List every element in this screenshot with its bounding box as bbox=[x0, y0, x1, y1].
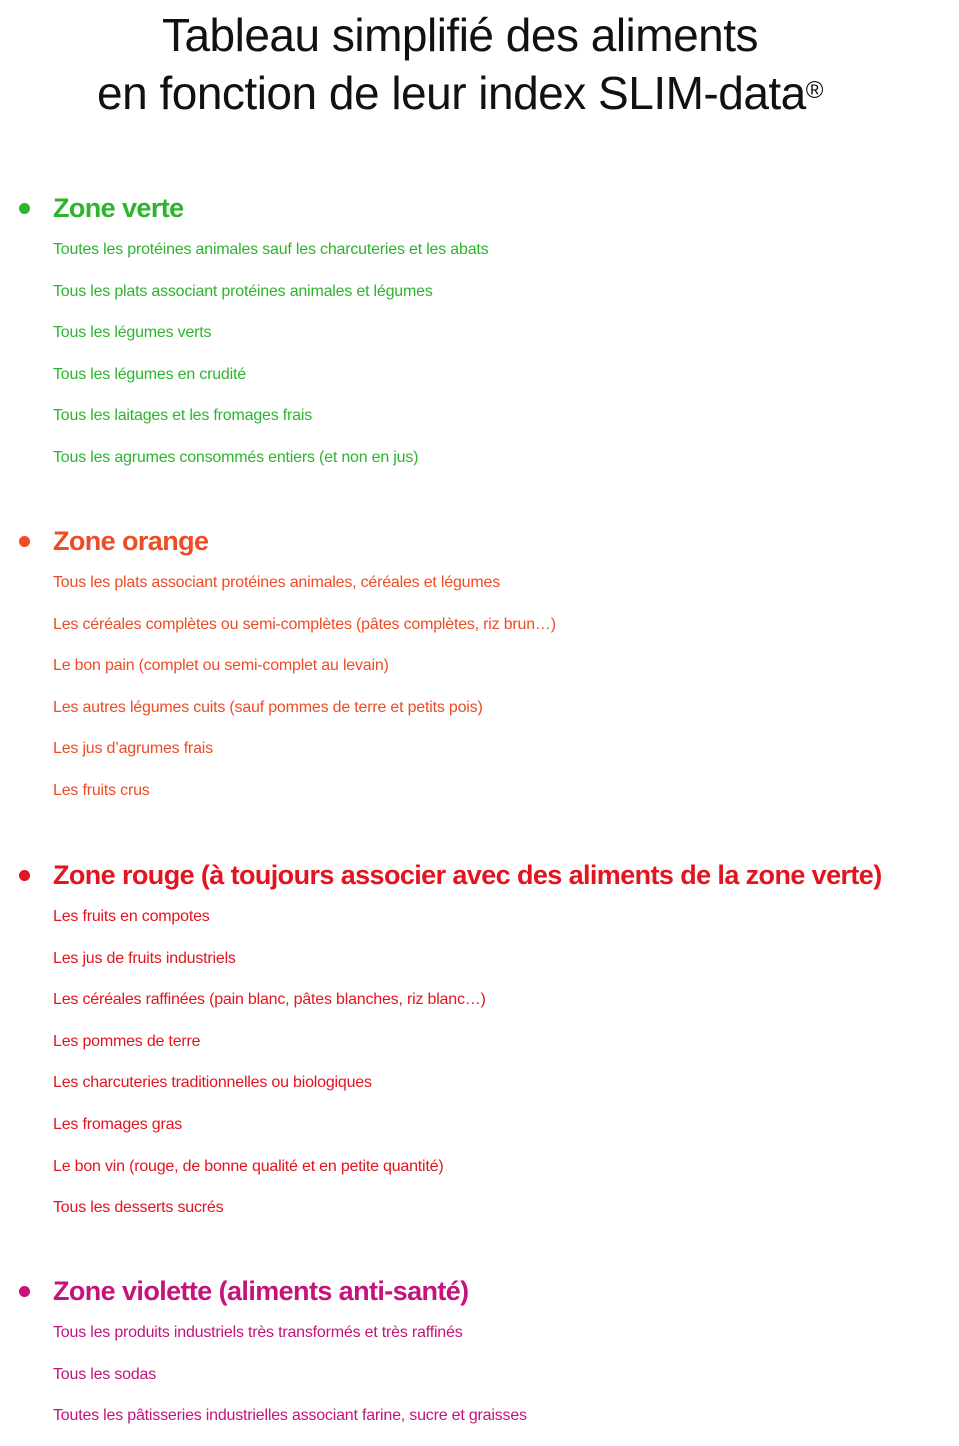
registered-mark: ® bbox=[805, 77, 823, 104]
list-item: Les fruits en compotes bbox=[53, 908, 210, 925]
red-bullet-icon bbox=[19, 870, 30, 881]
list-item: Tous les plats associant protéines animales et légumes bbox=[53, 282, 433, 300]
zone-violet-list bbox=[0, 1312, 959, 1437]
zone-violet-title: Zone violette (aliments anti-santé) bbox=[53, 1276, 469, 1306]
list-item: Les céréales raffinées (pain blanc, pâtes blanches, riz blanc…) bbox=[53, 991, 486, 1009]
list-item: Tous les légumes verts bbox=[53, 324, 212, 342]
list-item: Les charcuteries traditionnelles ou biologiques bbox=[53, 1074, 372, 1092]
zone-orange-heading bbox=[0, 520, 959, 562]
zone-red-heading bbox=[0, 854, 959, 896]
zone-orange bbox=[0, 520, 959, 812]
list-item: Les autres légumes cuits (sauf pommes de terre et petits pois) bbox=[53, 698, 483, 716]
list-item: Tous les plats associant protéines animales, céréales et légumes bbox=[53, 574, 500, 591]
list-item: Tous les desserts sucrés bbox=[53, 1199, 224, 1217]
zone-green bbox=[0, 187, 959, 479]
zone-green-title: Zone verte bbox=[53, 193, 184, 223]
zone-violet-heading bbox=[0, 1270, 959, 1312]
list-item: Les fruits crus bbox=[53, 781, 150, 799]
violet-bullet-icon bbox=[19, 1286, 30, 1297]
title-line-2 bbox=[0, 64, 920, 122]
title-line-2-text: en fonction de leur index SLIM-data bbox=[97, 67, 806, 119]
list-item: Tous les légumes en crudité bbox=[53, 365, 246, 383]
zone-orange-list bbox=[0, 562, 959, 812]
zone-red-title: Zone rouge (à toujours associer avec des aliments de la zone verte) bbox=[53, 860, 882, 890]
page-title bbox=[0, 6, 920, 122]
green-bullet-icon bbox=[19, 203, 30, 214]
list-item: Les jus d’agrumes frais bbox=[53, 740, 213, 758]
list-item: Toutes les pâtisseries industrielles associant farine, sucre et graisses bbox=[53, 1407, 527, 1425]
title-line-1: Tableau simplifié des aliments bbox=[161, 9, 759, 61]
list-item: Les pommes de terre bbox=[53, 1032, 201, 1050]
zone-green-heading bbox=[0, 187, 959, 229]
zone-green-list bbox=[0, 229, 959, 479]
list-item: Tous les sodas bbox=[53, 1365, 157, 1383]
list-item: Toutes les protéines animales sauf les charcuteries et les abats bbox=[53, 241, 489, 258]
list-item: Tous les agrumes consommés entiers (et non en jus) bbox=[53, 448, 419, 466]
list-item: Tous les produits industriels très transformés et très raffinés bbox=[53, 1324, 463, 1341]
list-item: Les jus de fruits industriels bbox=[53, 949, 236, 967]
list-item: Le bon pain (complet ou semi-complet au levain) bbox=[53, 657, 389, 675]
list-item: Le bon vin (rouge, de bonne qualité et en petite quantité) bbox=[53, 1157, 444, 1175]
list-item: Les fromages gras bbox=[53, 1115, 183, 1133]
list-item: Tous les laitages et les fromages frais bbox=[53, 407, 312, 425]
zone-red-list bbox=[0, 896, 959, 1229]
orange-bullet-icon bbox=[19, 536, 30, 547]
list-item: Les céréales complètes ou semi-complètes (pâtes complètes, riz brun…) bbox=[53, 615, 556, 633]
zone-orange-title: Zone orange bbox=[53, 526, 209, 556]
zone-violet bbox=[0, 1270, 959, 1437]
zone-red bbox=[0, 854, 959, 1229]
